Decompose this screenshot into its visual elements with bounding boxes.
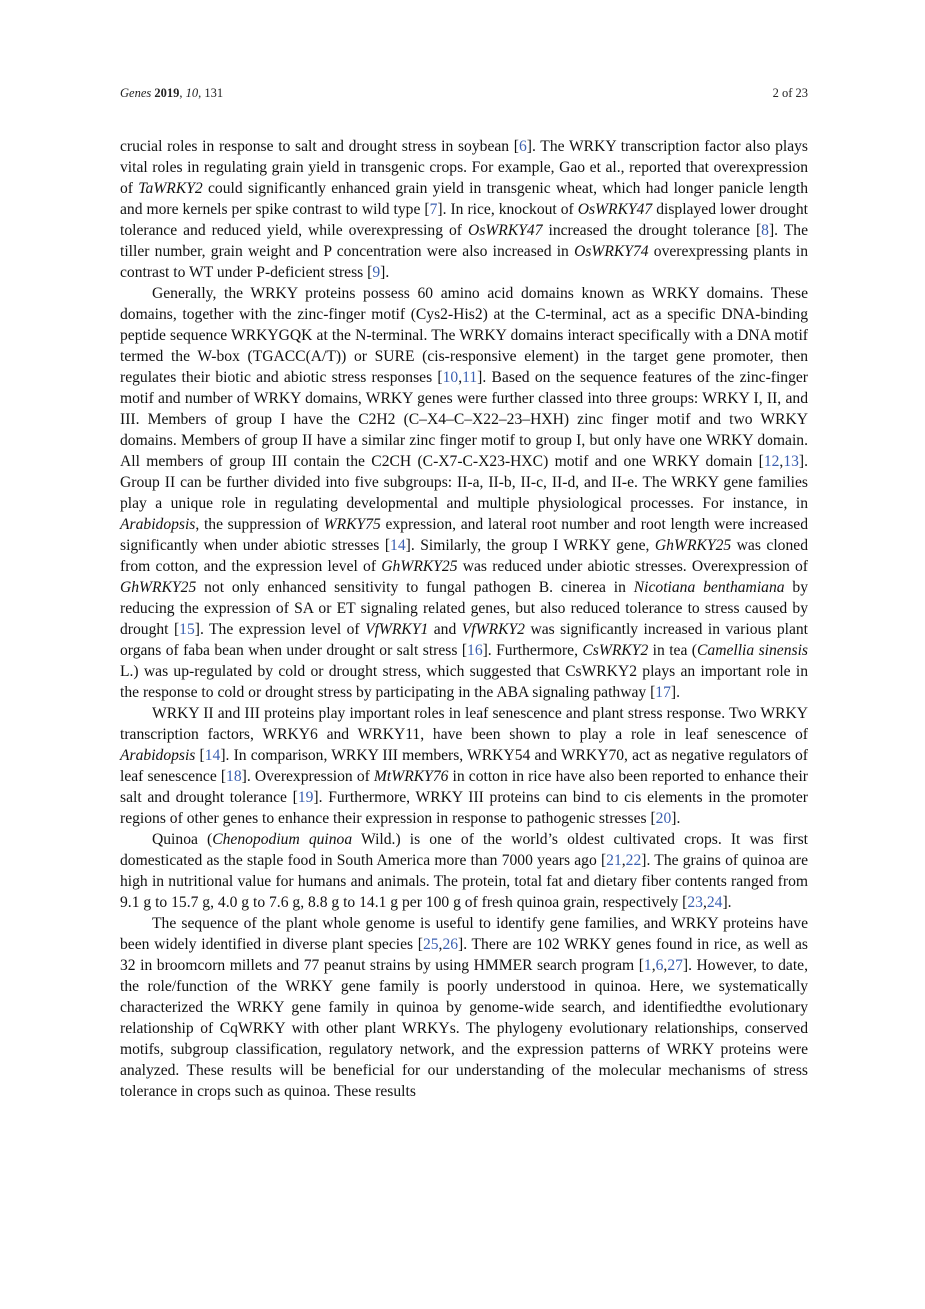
text-run: ]. bbox=[670, 684, 680, 701]
italic-term: MtWRKY76 bbox=[373, 768, 449, 785]
text-run: [ bbox=[195, 747, 205, 764]
italic-term: Chenopodium quinoa bbox=[212, 831, 353, 848]
text-run: Wild.) is one of the world’s oldest cultivated crops. It was first domesticated as the staple food in South America more than 7000 years ago [ bbox=[120, 831, 808, 869]
text-run: ]. The WRKY transcription factor also plays vital roles in regulating grain yield in transgenic crops. For example, Gao et al., reported that overexpression of bbox=[120, 138, 809, 197]
citation-link[interactable]: 12 bbox=[763, 453, 780, 470]
italic-term: WRKY75 bbox=[323, 516, 381, 533]
text-run: , bbox=[663, 957, 668, 974]
text-run: , bbox=[779, 453, 784, 470]
text-run: ]. Based on the sequence features of the zinc-finger motif and number of WRKY domains, WRKY genes were further classed into three groups: WRKY I, II, and III. Members of group I have the C2H2 (C–X4–C–X22–23–HXH) zinc finger motif and two WRKY domains. Members of group II have a similar zinc finger motif to group I, but only have one WRKY domain. All members of group III contain the C2CH (C-X7-C-X23-HXC) motif and one WRKY domain [ bbox=[120, 369, 808, 470]
body-text bbox=[120, 136, 808, 1102]
citation-link[interactable]: 7 bbox=[429, 201, 438, 218]
text-run: ]. The grains of quinoa are high in nutritional value for humans and animals. The protein, total fat and dietary fiber contents ranged from 9.1 g to 15.7 g, 4.0 g to 7.6 g, 8.8 g to 14.1 g per 100 g of fresh quinoa grain, respectively [ bbox=[120, 852, 808, 911]
text-run: ]. The tiller number, grain weight and P concentration were also increased in bbox=[120, 222, 809, 260]
text-run: ]. Furthermore, WRKY III proteins can bind to cis elements in the promoter regions of other genes to enhance their expression in response to pathogenic stresses [ bbox=[120, 789, 808, 827]
citation-link[interactable]: 9 bbox=[372, 264, 381, 281]
text-run: WRKY II and III proteins play important roles in leaf senescence and plant stress response. Two WRKY transcription factors, WRKY6 and WRKY11, have been shown to play a role in leaf senescence of bbox=[120, 705, 808, 743]
citation-link[interactable]: 26 bbox=[442, 936, 459, 953]
paragraph bbox=[120, 136, 808, 283]
italic-term: GhWRKY25 bbox=[381, 558, 458, 575]
citation-link[interactable]: 21 bbox=[606, 852, 622, 869]
text-run: Quinoa ( bbox=[152, 831, 213, 848]
italic-term: Arabidopsis bbox=[120, 516, 196, 533]
text-run: in tea ( bbox=[648, 642, 698, 659]
citation-link[interactable]: 15 bbox=[179, 621, 195, 638]
citation-link[interactable]: 14 bbox=[390, 537, 406, 554]
text-run: , bbox=[702, 894, 707, 911]
text-run: , bbox=[621, 852, 626, 869]
italic-term: GhWRKY25 bbox=[654, 537, 732, 554]
paragraph bbox=[120, 829, 808, 913]
text-run: L.) was up-regulated by cold or drought stress, which suggested that CsWRKY2 plays an important role in the response to cold or drought stress by participating in the ABA signaling pathway [ bbox=[120, 663, 808, 701]
text-run: was reduced under abiotic stresses. Overexpression of bbox=[457, 558, 808, 575]
text-run: , bbox=[438, 936, 443, 953]
italic-term: OsWRKY74 bbox=[574, 243, 649, 260]
text-run: ]. bbox=[380, 264, 390, 281]
citation-link[interactable]: 11 bbox=[462, 369, 478, 386]
text-run: displayed lower drought tolerance and reduced yield, while overexpressing of bbox=[120, 201, 808, 239]
citation-link[interactable]: 8 bbox=[761, 222, 769, 239]
citation-link[interactable]: 18 bbox=[226, 768, 242, 785]
citation-link[interactable]: 13 bbox=[783, 453, 799, 470]
text-run: by reducing the expression of SA or ET signaling related genes, but also reduced tolerance to stress caused by drought [ bbox=[120, 579, 808, 638]
text-run: ]. The expression level of bbox=[194, 621, 366, 638]
journal-name: Genes bbox=[120, 86, 152, 100]
text-run: in cotton in rice have also been reported to enhance their salt and drought tolerance [ bbox=[120, 768, 808, 806]
paragraph bbox=[120, 703, 808, 829]
citation-link[interactable]: 16 bbox=[467, 642, 483, 659]
citation-link[interactable]: 6 bbox=[518, 138, 527, 155]
text-run: ]. There are 102 WRKY genes found in rice, as well as 32 in broomcorn millets and 77 peanut strains by using HMMER search program [ bbox=[120, 936, 808, 974]
text-run: ]. In comparison, WRKY III members, WRKY54 and WRKY70, act as negative regulators of leaf senescence [ bbox=[120, 747, 808, 785]
text-run: crucial roles in response to salt and drought stress in soybean [ bbox=[120, 138, 519, 155]
text-run: not only enhanced sensitivity to fungal pathogen B. cinerea in bbox=[196, 579, 634, 596]
citation-link[interactable]: 14 bbox=[204, 747, 221, 764]
journal-volume: 10 bbox=[185, 86, 199, 100]
text-run: ]. Overexpression of bbox=[241, 768, 374, 785]
paragraph bbox=[120, 913, 808, 1102]
paragraph bbox=[120, 283, 808, 703]
text-run: ]. In rice, knockout of bbox=[437, 201, 578, 218]
text-run: , the suppression of bbox=[195, 516, 324, 533]
text-run: and bbox=[428, 621, 462, 638]
italic-term: VfWRKY1 bbox=[365, 621, 429, 638]
citation-link[interactable]: 25 bbox=[422, 936, 439, 953]
journal-year: 2019 bbox=[154, 86, 180, 100]
citation-link[interactable]: 19 bbox=[297, 789, 314, 806]
citation-link[interactable]: 24 bbox=[706, 894, 723, 911]
text-run: was significantly increased in various plant organs of faba bean when under drought or salt stress [ bbox=[120, 621, 808, 659]
article-number: 131 bbox=[204, 86, 224, 100]
text-run: Generally, the WRKY proteins possess 60 amino acid domains known as WRKY domains. These domains, together with the zinc-finger motif (Cys2-His2) at the C-terminal, act as a specific DNA-binding peptide sequence WRKYGQK at the N-terminal. The WRKY domains interact specifically with a DNA motif termed the W-box (TGACC(A/T)) or SURE (cis-responsive element) in the target gene promoter, then regulates their biotic and abiotic stress responses [ bbox=[120, 285, 808, 386]
citation-link[interactable]: 17 bbox=[655, 684, 671, 701]
citation-link[interactable]: 6 bbox=[655, 957, 664, 974]
italic-term: GhWRKY25 bbox=[120, 579, 197, 596]
text-run: ]. bbox=[722, 894, 732, 911]
italic-term: Nicotiana benthamiana bbox=[633, 579, 785, 596]
italic-term: Arabidopsis bbox=[120, 747, 196, 764]
text-run: ]. Furthermore, bbox=[482, 642, 583, 659]
journal-citation: Genes 2019, 10, 131 bbox=[120, 86, 224, 100]
italic-term: TaWRKY2 bbox=[138, 180, 203, 197]
text-run: was cloned from cotton, and the expression level of bbox=[120, 537, 808, 575]
citation-link[interactable]: 10 bbox=[442, 369, 459, 386]
citation-link[interactable]: 22 bbox=[625, 852, 642, 869]
citation-link[interactable]: 1 bbox=[643, 957, 652, 974]
citation-link[interactable]: 27 bbox=[667, 957, 683, 974]
text-run: , bbox=[651, 957, 656, 974]
italic-term: OsWRKY47 bbox=[577, 201, 653, 218]
text-run: ]. Group II can be further divided into five subgroups: II-a, II-b, II-c, II-d, and II-e. The WRKY gene families play a unique role in regulating developmental and multiple physiological processes. For instance, in bbox=[120, 453, 808, 512]
text-run: , bbox=[458, 369, 463, 386]
italic-term: CsWRKY2 bbox=[582, 642, 649, 659]
italic-term: VfWRKY2 bbox=[461, 621, 525, 638]
text-run: ]. However, to date, the role/function of the WRKY gene family is poorly understood in quinoa. Here, we systematically characterized the WRKY gene family in quinoa by genome-wide search, and identifiedthe evolutionary relationship of CqWRKY with other plant WRKYs. The phylogeny evolutionary relationships, conserved motifs, subgroup classification, regulatory network, and the expression patterns of WRKY proteins were analyzed. These results will be beneficial for our understanding of the molecular mechanisms of stress tolerance in crops such as quinoa. These results bbox=[120, 957, 808, 1100]
text-run: expression, and lateral root number and root length were increased significantly when under abiotic stresses [ bbox=[120, 516, 808, 554]
text-run: overexpressing plants in contrast to WT under P-deficient stress [ bbox=[120, 243, 808, 281]
text-run: could significantly enhanced grain yield in transgenic wheat, which had longer panicle length and more kernels per spike contrast to wild type [ bbox=[120, 180, 808, 218]
citation-link[interactable]: 23 bbox=[687, 894, 703, 911]
text-run: ]. bbox=[671, 810, 681, 827]
text-run: ]. Similarly, the group I WRKY gene, bbox=[405, 537, 655, 554]
italic-term: OsWRKY47 bbox=[467, 222, 543, 239]
page-number: 2 of 23 bbox=[772, 86, 808, 100]
running-header bbox=[120, 86, 808, 106]
italic-term: Camellia sinensis bbox=[697, 642, 808, 659]
citation-link[interactable]: 20 bbox=[655, 810, 672, 827]
text-run: The sequence of the plant whole genome is useful to identify gene families, and WRKY proteins have been widely identified in diverse plant species [ bbox=[120, 915, 808, 953]
text-run: increased the drought tolerance [ bbox=[542, 222, 762, 239]
